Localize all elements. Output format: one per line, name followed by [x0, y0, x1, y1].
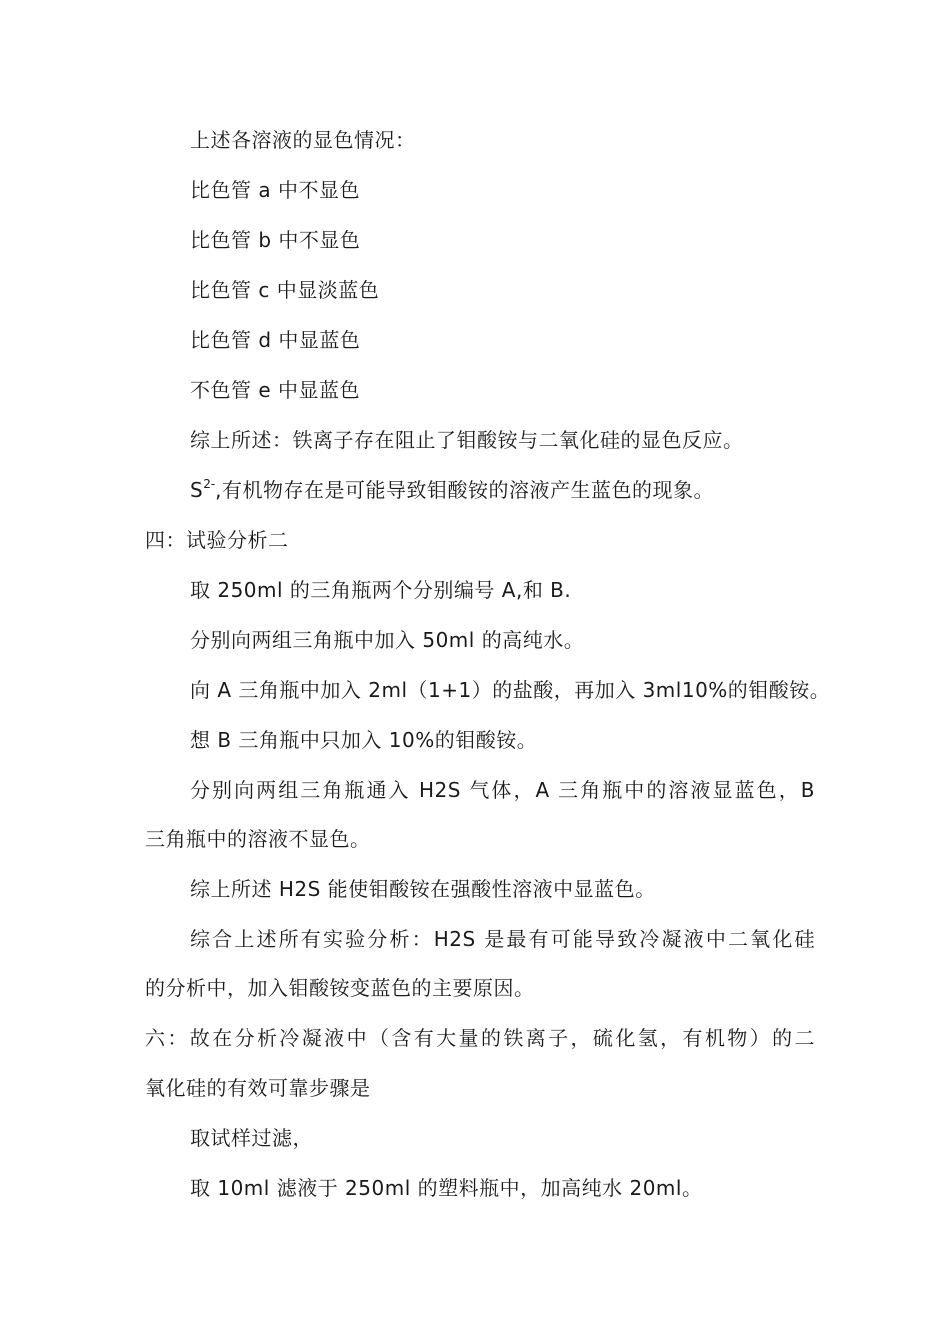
paragraph-line: 分别向两组三角瓶中加入 50ml 的高纯水。	[190, 628, 585, 652]
paragraph-line: 想 B 三角瓶中只加入 10%的钼酸铵。	[190, 728, 538, 752]
paragraph-line: 比色管 d 中显蓝色	[190, 328, 361, 352]
sulfide-charge: 2-	[203, 477, 216, 491]
paragraph-line: 综合上述所有实验分析：H2S 是最有可能导致冷凝液中二氧化硅	[190, 927, 815, 951]
paragraph-line-sulfide	[190, 476, 815, 504]
paragraph-line: 比色管 a 中不显色	[190, 178, 360, 202]
section-heading: 六：故在分析冷凝液中（含有大量的铁离子，硫化氢，有机物）的二	[145, 1026, 815, 1050]
paragraph-line: 取试样过滤，	[190, 1126, 313, 1150]
paragraph-line: 三角瓶中的溶液不显色。	[145, 827, 371, 851]
paragraph-line: 综上所述 H2S 能使钼酸铵在强酸性溶液中显蓝色。	[190, 877, 656, 901]
paragraph-line: 氧化硅的有效可靠步骤是	[145, 1076, 371, 1100]
paragraph-line: 的分析中，加入钼酸铵变蓝色的主要原因。	[145, 976, 535, 1000]
paragraph-line: 分别向两组三角瓶通入 H2S 气体，A 三角瓶中的溶液显蓝色，B	[190, 778, 815, 802]
paragraph-line: 上述各溶液的显色情况：	[190, 128, 416, 152]
paragraph-line: 综上所述：铁离子存在阻止了钼酸铵与二氧化硅的显色反应。	[190, 428, 744, 452]
paragraph-line: 取 10ml 滤液于 250ml 的塑料瓶中，加高纯水 20ml。	[190, 1176, 703, 1200]
paragraph-line: 取 250ml 的三角瓶两个分别编号 A,和 B.	[190, 578, 572, 602]
paragraph-line: 向 A 三角瓶中加入 2ml（1+1）的盐酸，再加入 3ml10%的钼酸铵。	[190, 678, 831, 702]
paragraph-line: 比色管 b 中不显色	[190, 228, 361, 252]
sulfide-text: ,有机物存在是可能导致钼酸铵的溶液产生蓝色的现象。	[215, 478, 715, 502]
sulfide-symbol: S	[190, 478, 204, 502]
paragraph-line: 不色管 e 中显蓝色	[190, 378, 361, 402]
section-heading: 四：试验分析二	[145, 528, 289, 552]
paragraph-line: 比色管 c 中显淡蓝色	[190, 278, 380, 302]
